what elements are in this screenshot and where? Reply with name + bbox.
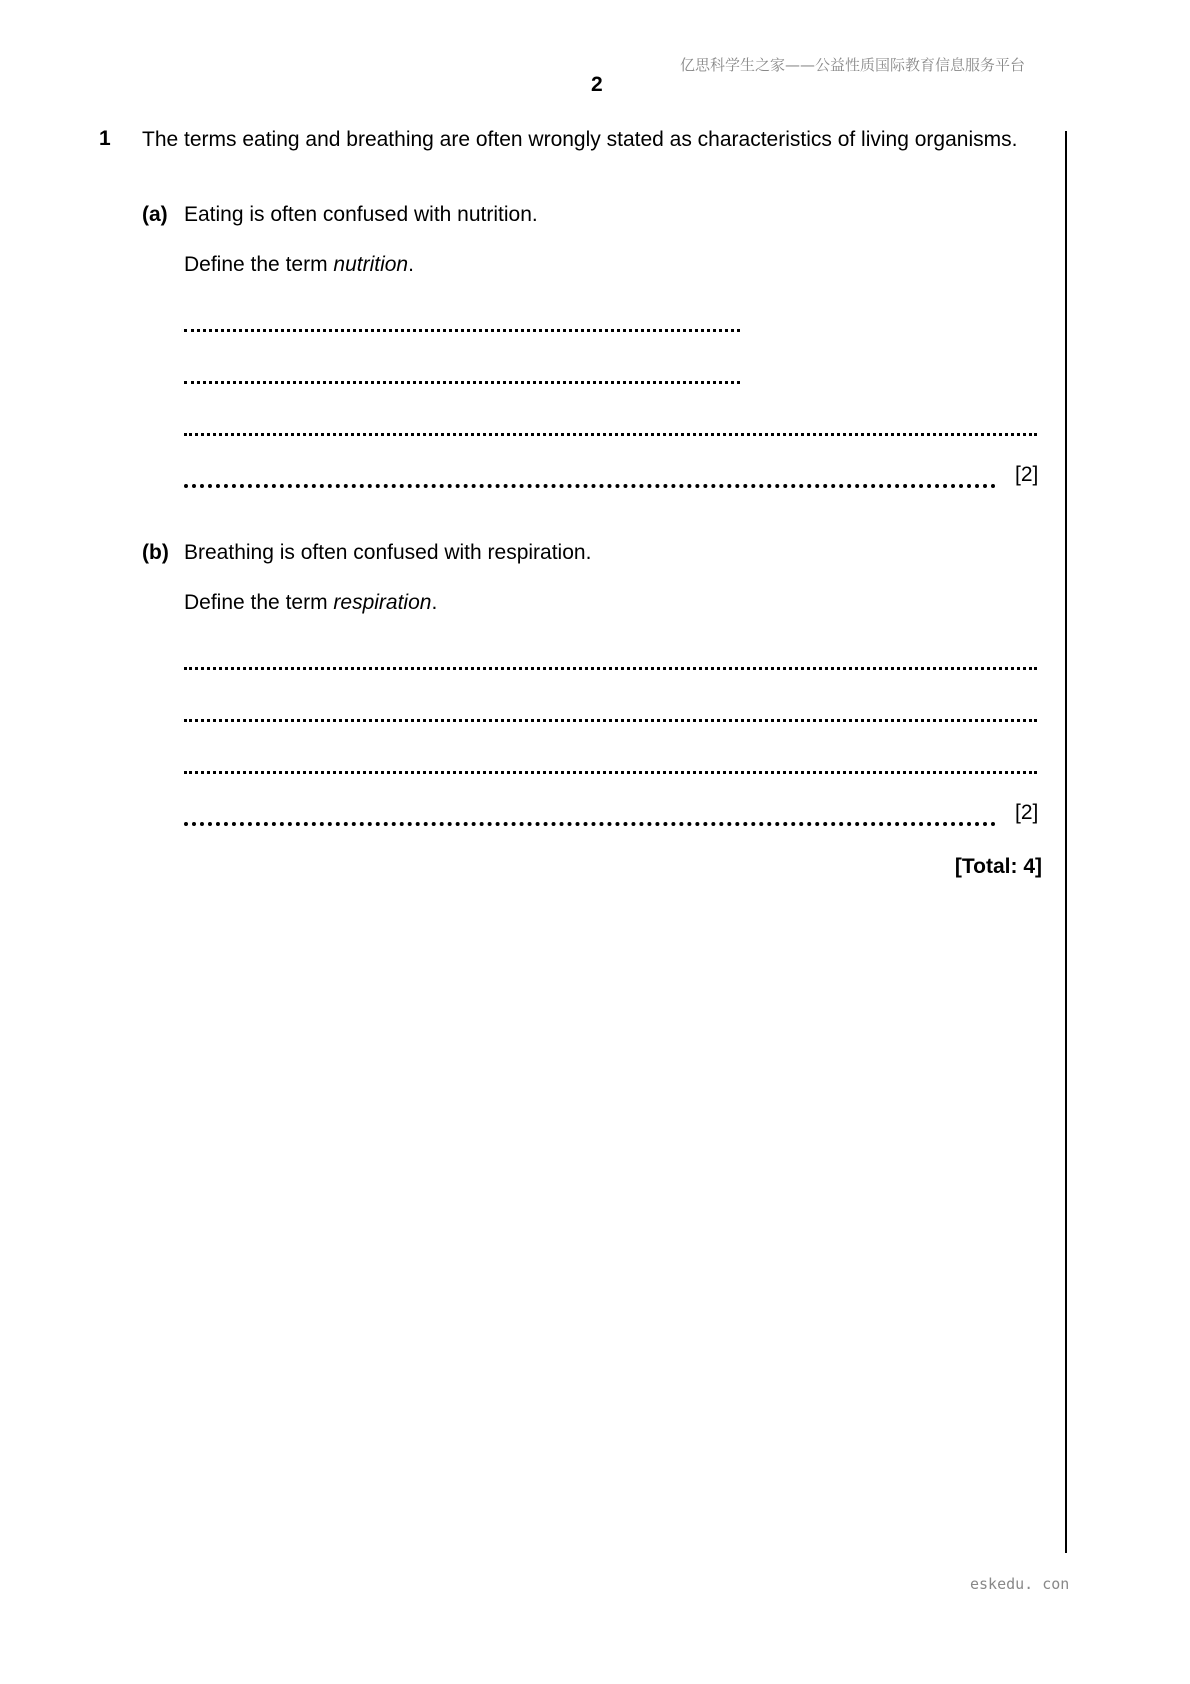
part-a-marks: [2]	[1015, 463, 1039, 486]
answer-line-a1[interactable]	[184, 329, 740, 332]
answer-line-b1[interactable]	[184, 667, 1037, 670]
answer-line-b4[interactable]	[184, 822, 996, 826]
part-b-term: respiration	[333, 591, 432, 614]
answer-line-a2[interactable]	[184, 381, 740, 384]
part-b-label: (b)	[142, 541, 169, 564]
part-b-statement: Breathing is often confused with respiration.	[184, 541, 592, 564]
part-a-label: (a)	[142, 203, 168, 226]
part-a-instruction-suffix: .	[408, 253, 414, 276]
part-a-instruction-prefix: Define the term	[184, 253, 334, 276]
answer-line-b2[interactable]	[184, 719, 1037, 722]
answer-line-a3[interactable]	[184, 433, 1037, 436]
part-b-instruction-suffix: .	[431, 591, 438, 614]
part-a-statement: Eating is often confused with nutrition.	[184, 203, 538, 226]
footer-watermark: eskedu. con	[970, 1575, 1070, 1593]
answer-line-b3[interactable]	[184, 771, 1037, 774]
question-stem: The terms eating and breathing are often wrongly stated as characteristics of living organisms.	[142, 128, 1018, 151]
header-watermark: 亿思科学生之家——公益性质国际教育信息服务平台	[680, 56, 1026, 74]
total-marks: [Total: 4]	[954, 855, 1042, 878]
part-b-marks: [2]	[1015, 801, 1039, 824]
page-number: 2	[591, 73, 603, 96]
part-b-instruction	[184, 591, 437, 615]
answer-line-a4[interactable]	[184, 484, 996, 488]
part-b-instruction-prefix: Define the term	[184, 591, 334, 614]
part-a-term: nutrition	[333, 253, 409, 276]
part-a-instruction	[184, 253, 414, 277]
question-number: 1	[99, 127, 111, 150]
margin-line	[1065, 131, 1067, 1553]
